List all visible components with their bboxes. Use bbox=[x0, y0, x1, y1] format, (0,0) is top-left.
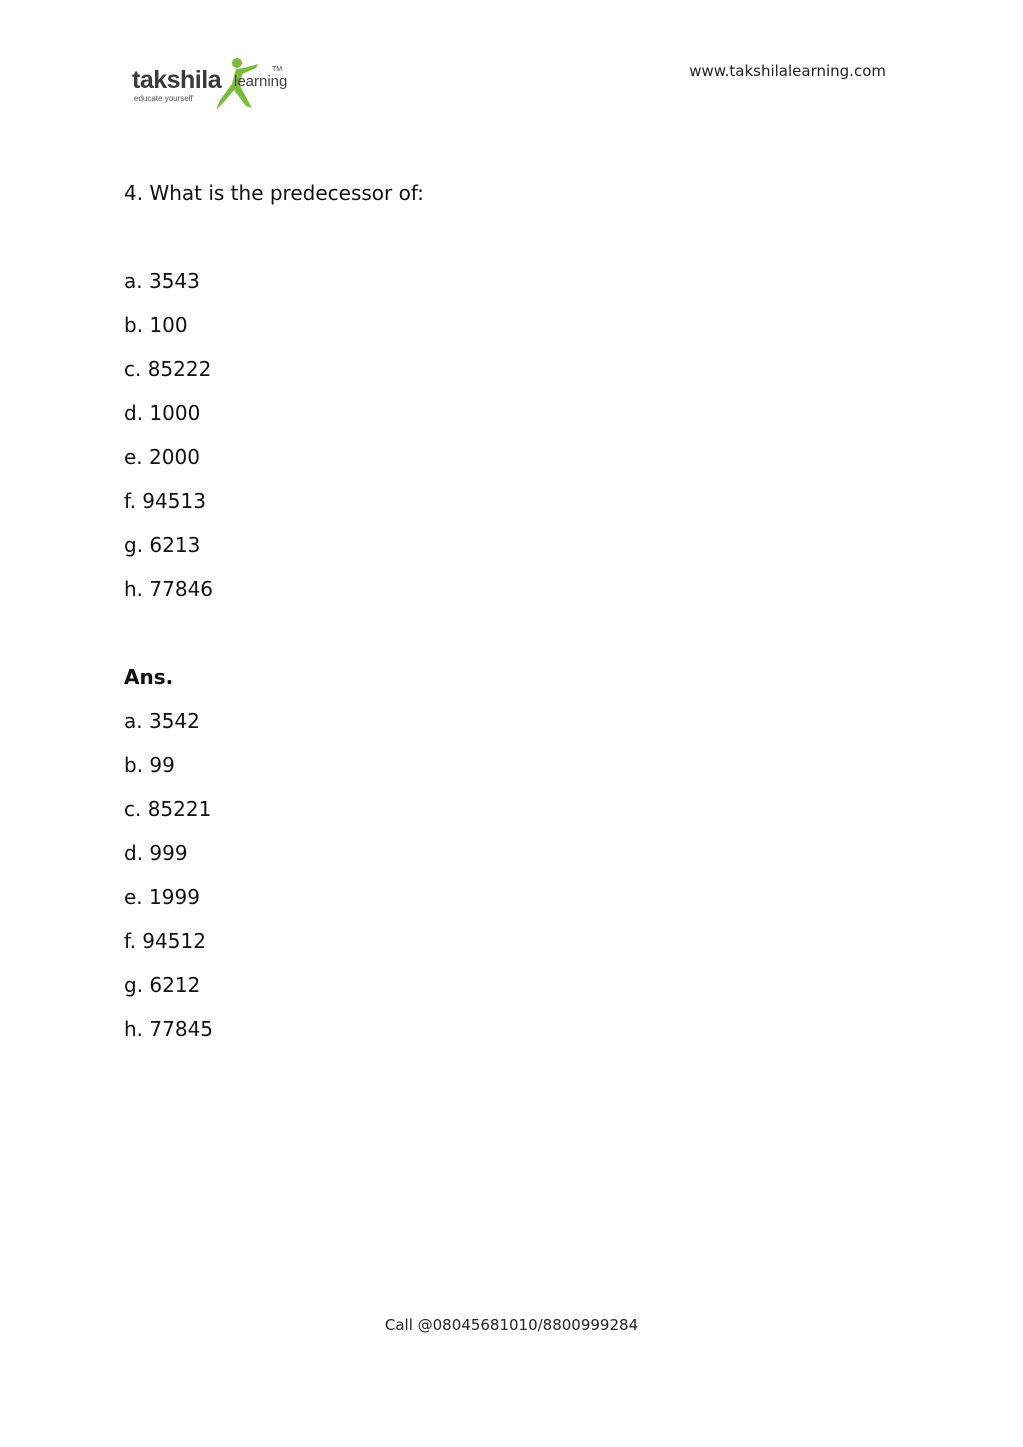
question-item: f. 94513 bbox=[124, 489, 206, 513]
answer-item: b. 99 bbox=[124, 753, 175, 777]
logo-tagline: educate yourself bbox=[134, 94, 193, 103]
question-item: e. 2000 bbox=[124, 445, 200, 469]
question-item: h. 77846 bbox=[124, 577, 214, 601]
logo-main-text: takshila bbox=[132, 66, 222, 94]
answer-title: Ans. bbox=[124, 665, 174, 689]
question-item: b. 100 bbox=[124, 313, 188, 337]
question-item: d. 1000 bbox=[124, 401, 201, 425]
site-url: www.takshilalearning.com bbox=[689, 62, 886, 80]
answer-item: c. 85221 bbox=[124, 797, 212, 821]
answer-item: f. 94512 bbox=[124, 929, 206, 953]
worksheet-content bbox=[124, 178, 884, 1058]
answer-item: g. 6212 bbox=[124, 973, 201, 997]
question-item: a. 3543 bbox=[124, 269, 200, 293]
question-item: c. 85222 bbox=[124, 357, 212, 381]
question-list bbox=[124, 266, 884, 604]
answer-item: a. 3542 bbox=[124, 709, 200, 733]
answer-item: d. 999 bbox=[124, 841, 188, 865]
question-item: g. 6213 bbox=[124, 533, 201, 557]
answer-item: h. 77845 bbox=[124, 1017, 214, 1041]
answer-list bbox=[124, 706, 884, 1044]
logo-side-text: learning bbox=[234, 73, 288, 90]
takshila-logo bbox=[130, 56, 290, 112]
question-title: 4. What is the predecessor of: bbox=[124, 181, 424, 205]
logo-trademark: TM bbox=[272, 66, 283, 73]
footer-contact: Call @08045681010/8800999284 bbox=[384, 1316, 639, 1334]
answer-item: e. 1999 bbox=[124, 885, 200, 909]
